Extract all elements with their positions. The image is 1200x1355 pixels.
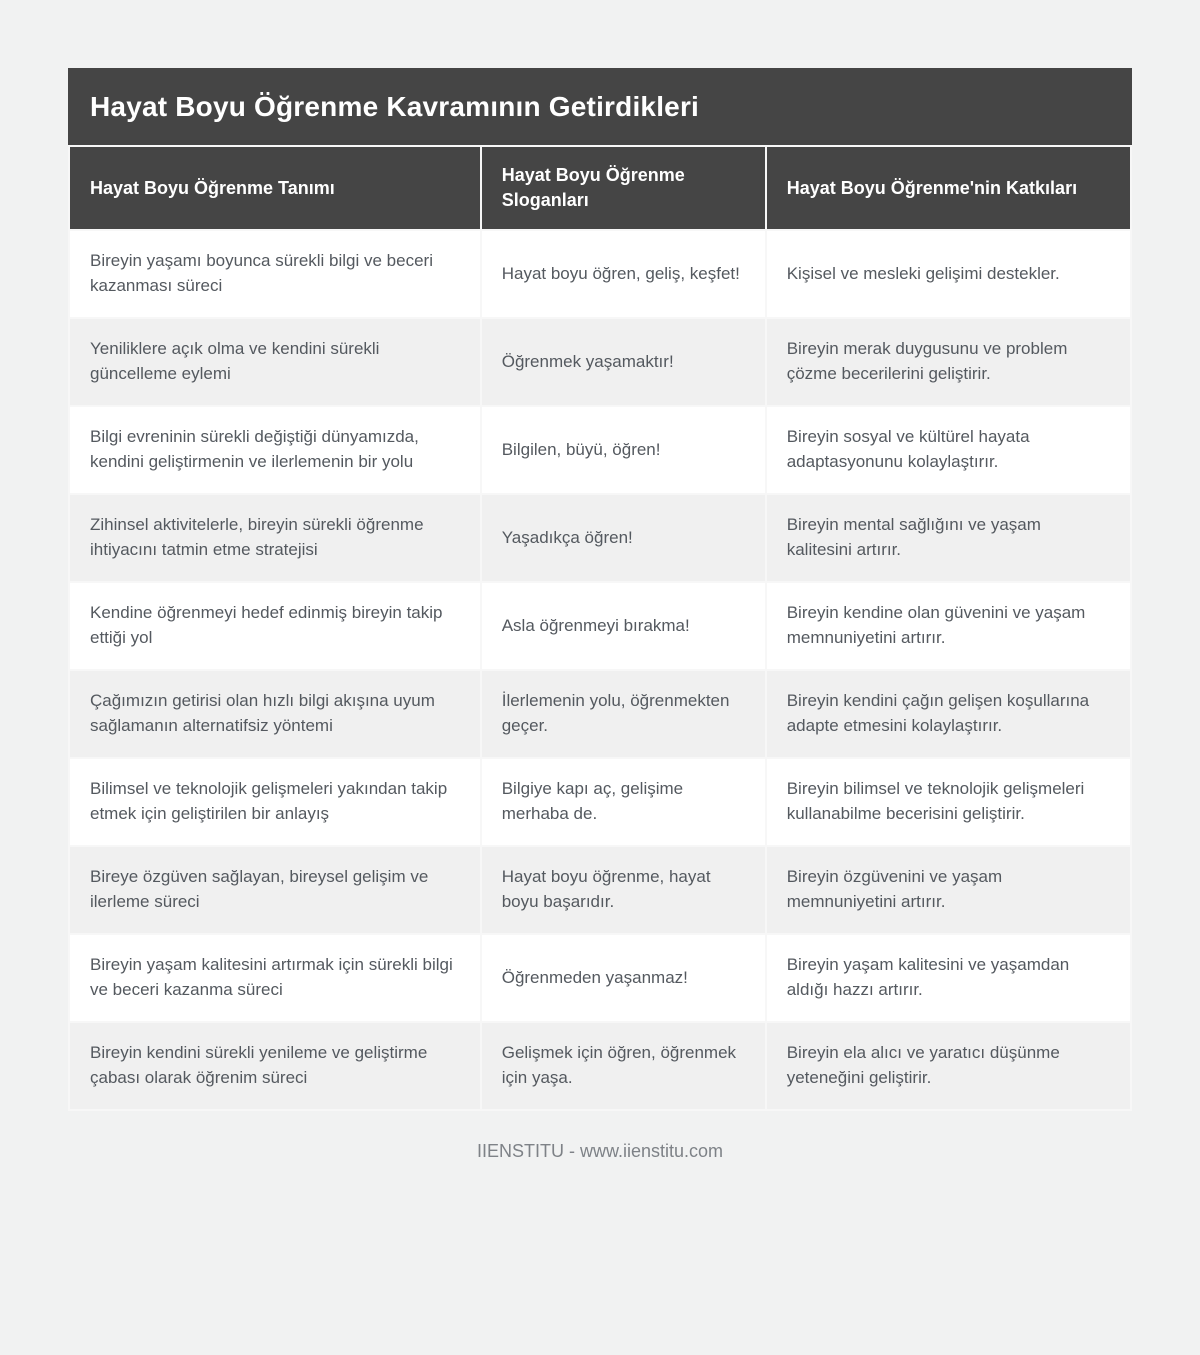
table-row [70, 583, 1130, 669]
slogan-cell: Öğrenmeden yaşanmaz! [482, 935, 765, 1021]
table-row [70, 847, 1130, 933]
contribution-cell: Bireyin merak duygusunu ve problem çözme becerilerini geliştirir. [767, 319, 1130, 405]
contribution-cell: Bireyin mental sağlığını ve yaşam kalitesini artırır. [767, 495, 1130, 581]
table-row [70, 1023, 1130, 1109]
slogan-cell: Asla öğrenmeyi bırakma! [482, 583, 765, 669]
definition-cell: Bilgi evreninin sürekli değiştiği dünyamızda, kendini geliştirmenin ve ilerlemenin bir yolu [70, 407, 480, 493]
column-header-definition: Hayat Boyu Öğrenme Tanımı [70, 147, 480, 229]
column-header-contributions: Hayat Boyu Öğrenme'nin Katkıları [767, 147, 1130, 229]
slogan-cell: Hayat boyu öğrenme, hayat boyu başarıdır. [482, 847, 765, 933]
table-row [70, 231, 1130, 317]
definition-cell: Bilimsel ve teknolojik gelişmeleri yakından takip etmek için geliştirilen bir anlayış [70, 759, 480, 845]
slogan-cell: İlerlemenin yolu, öğrenmekten geçer. [482, 671, 765, 757]
slogan-cell: Öğrenmek yaşamaktır! [482, 319, 765, 405]
definition-cell: Bireyin yaşamı boyunca sürekli bilgi ve beceri kazanması süreci [70, 231, 480, 317]
table-title: Hayat Boyu Öğrenme Kavramının Getirdikleri [68, 68, 1132, 145]
definition-cell: Zihinsel aktivitelerle, bireyin sürekli öğrenme ihtiyacını tatmin etme stratejisi [70, 495, 480, 581]
table-row [70, 495, 1130, 581]
table-body [70, 231, 1130, 1109]
contribution-cell: Bireyin yaşam kalitesini ve yaşamdan aldığı hazzı artırır. [767, 935, 1130, 1021]
contribution-cell: Kişisel ve mesleki gelişimi destekler. [767, 231, 1130, 317]
contribution-cell: Bireyin sosyal ve kültürel hayata adaptasyonunu kolaylaştırır. [767, 407, 1130, 493]
contribution-cell: Bireyin kendini çağın gelişen koşullarına adapte etmesini kolaylaştırır. [767, 671, 1130, 757]
table-row [70, 407, 1130, 493]
column-header-slogans: Hayat Boyu Öğrenme Sloganları [482, 147, 765, 229]
slogan-cell: Bilgiye kapı aç, gelişime merhaba de. [482, 759, 765, 845]
definition-cell: Yeniliklere açık olma ve kendini sürekli güncelleme eylemi [70, 319, 480, 405]
contribution-cell: Bireyin kendine olan güvenini ve yaşam memnuniyetini artırır. [767, 583, 1130, 669]
content-container [68, 0, 1132, 1202]
definition-cell: Bireye özgüven sağlayan, bireysel gelişim ve ilerleme süreci [70, 847, 480, 933]
slogan-cell: Bilgilen, büyü, öğren! [482, 407, 765, 493]
contribution-cell: Bireyin özgüvenini ve yaşam memnuniyetini artırır. [767, 847, 1130, 933]
header-row [70, 147, 1130, 229]
table-header [70, 147, 1130, 229]
definition-cell: Bireyin yaşam kalitesini artırmak için sürekli bilgi ve beceri kazanma süreci [70, 935, 480, 1021]
slogan-cell: Yaşadıkça öğren! [482, 495, 765, 581]
table-row [70, 671, 1130, 757]
slogan-cell: Hayat boyu öğren, geliş, keşfet! [482, 231, 765, 317]
footer-credit: IIENSTITU - www.iienstitu.com [476, 1141, 724, 1162]
table-row [70, 759, 1130, 845]
table-row [70, 319, 1130, 405]
definition-cell: Bireyin kendini sürekli yenileme ve geliştirme çabası olarak öğrenim süreci [70, 1023, 480, 1109]
slogan-cell: Gelişmek için öğren, öğrenmek için yaşa. [482, 1023, 765, 1109]
definition-cell: Çağımızın getirisi olan hızlı bilgi akışına uyum sağlamanın alternatifsiz yöntemi [70, 671, 480, 757]
contribution-cell: Bireyin ela alıcı ve yaratıcı düşünme yeteneğini geliştirir. [767, 1023, 1130, 1109]
lifelong-learning-table [68, 145, 1132, 1111]
table-row [70, 935, 1130, 1021]
contribution-cell: Bireyin bilimsel ve teknolojik gelişmeleri kullanabilme becerisini geliştirir. [767, 759, 1130, 845]
definition-cell: Kendine öğrenmeyi hedef edinmiş bireyin takip ettiği yol [70, 583, 480, 669]
